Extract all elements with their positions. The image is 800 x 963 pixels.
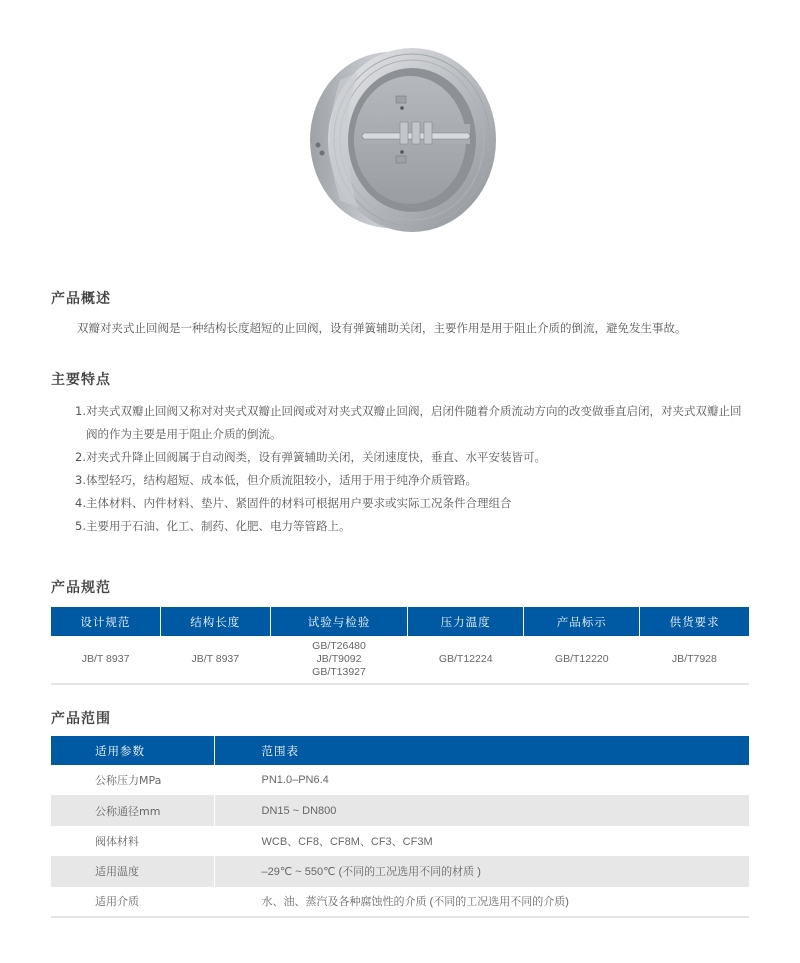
range-header-param: 适用参数: [51, 736, 214, 765]
feature-item: [75, 492, 765, 515]
spec-header-cell: 压力温度: [408, 607, 524, 636]
range-title: 产品范围: [51, 711, 111, 727]
spec-cell: [270, 636, 407, 684]
feature-text: 对夹式双瓣止回阀又称对对夹式双瓣止回阀或对对夹式双瓣止回阀，启闭件随着介质流动方向的改变做垂直启闭，对夹式双瓣止回: [85, 404, 742, 418]
range-value: WCB、CF8、CF8M、CF3、CF3M: [261, 835, 433, 848]
spec-cell-line: GB/T13927: [312, 666, 366, 678]
spec-cell: JB/T 8937: [160, 636, 270, 684]
range-value: 水、油、蒸汽及各种腐蚀性的介质 (不同的工况选用不同的介质): [214, 887, 749, 917]
range-value: PN1.0–PN6.4: [261, 774, 329, 787]
range-param: 公称压力MPa: [51, 765, 214, 795]
features-title: 主要特点: [51, 372, 111, 388]
table-row: [51, 826, 749, 856]
range-param: 公称通径mm: [51, 795, 214, 825]
spec-header-cell: 供货要求: [640, 607, 749, 636]
table-row: [51, 636, 749, 684]
range-table: [51, 736, 749, 918]
table-row: [51, 765, 749, 795]
spec-header-cell: 设计规范: [51, 607, 160, 636]
feature-text: 主体材料、内件材料、垫片、紧固件的材料可根据用户要求或实际工况条件合理组合: [85, 496, 512, 510]
spec-cell: JB/T 8937: [51, 636, 160, 684]
range-param: 阀体材料: [51, 826, 214, 856]
range-value: –29℃ ~ 550℃ (不同的工况选用不同的材质 ): [214, 856, 749, 886]
overview-title: 产品概述: [51, 291, 111, 307]
feature-item: [75, 400, 765, 446]
features-list: [75, 400, 765, 538]
feature-text: 主要用于石油、化工、制药、化肥、电力等管路上。: [85, 519, 351, 533]
feature-number: 3.: [75, 473, 86, 487]
range-param: 适用介质: [51, 887, 214, 917]
feature-number: 4.: [75, 496, 86, 510]
spec-cell-line: GB/T26480: [312, 640, 366, 652]
table-row: [51, 856, 749, 886]
feature-number: 2.: [75, 450, 86, 464]
feature-item: [75, 446, 765, 469]
feature-number: 1.: [75, 404, 86, 418]
spec-cell: JB/T7928: [640, 636, 749, 684]
spec-header-cell: 产品标示: [524, 607, 640, 636]
feature-number: 5.: [75, 519, 86, 533]
spec-header-cell: 结构长度: [160, 607, 270, 636]
feature-text-continued: 阀的作为主要是用于阻止介质的倒流。: [86, 427, 282, 441]
spec-header-cell: 试验与检验: [270, 607, 407, 636]
feature-text: 对夹式升降止回阀属于自动阀类，设有弹簧辅助关闭，关闭速度快，垂直、水平安装皆可。: [85, 450, 546, 464]
feature-item: [75, 469, 765, 492]
range-header-row: [51, 736, 749, 765]
spec-cell: GB/T12220: [524, 636, 640, 684]
feature-item: [75, 515, 765, 538]
table-row: [51, 795, 749, 825]
spec-table: [51, 607, 749, 685]
spec-cell: GB/T12224: [408, 636, 524, 684]
spec-header-row: [51, 607, 749, 636]
range-param: 适用温度: [51, 856, 214, 886]
range-value: DN15 ~ DN800: [214, 795, 749, 825]
range-header-value: 范围表: [214, 736, 749, 765]
table-row: [51, 887, 749, 917]
overview-text: 双瓣对夹式止回阀是一种结构长度超短的止回阀，设有弹簧辅助关闭，主要作用是用于阻止介质的倒流，避免发生事故。: [77, 321, 687, 335]
spec-cell-line: JB/T9092: [316, 653, 362, 665]
feature-text: 体型轻巧，结构超短、成本低，但介质流阻较小，适用于用于纯净介质管路。: [85, 473, 477, 487]
valve-image: [300, 40, 500, 236]
spec-title: 产品规范: [51, 580, 111, 596]
